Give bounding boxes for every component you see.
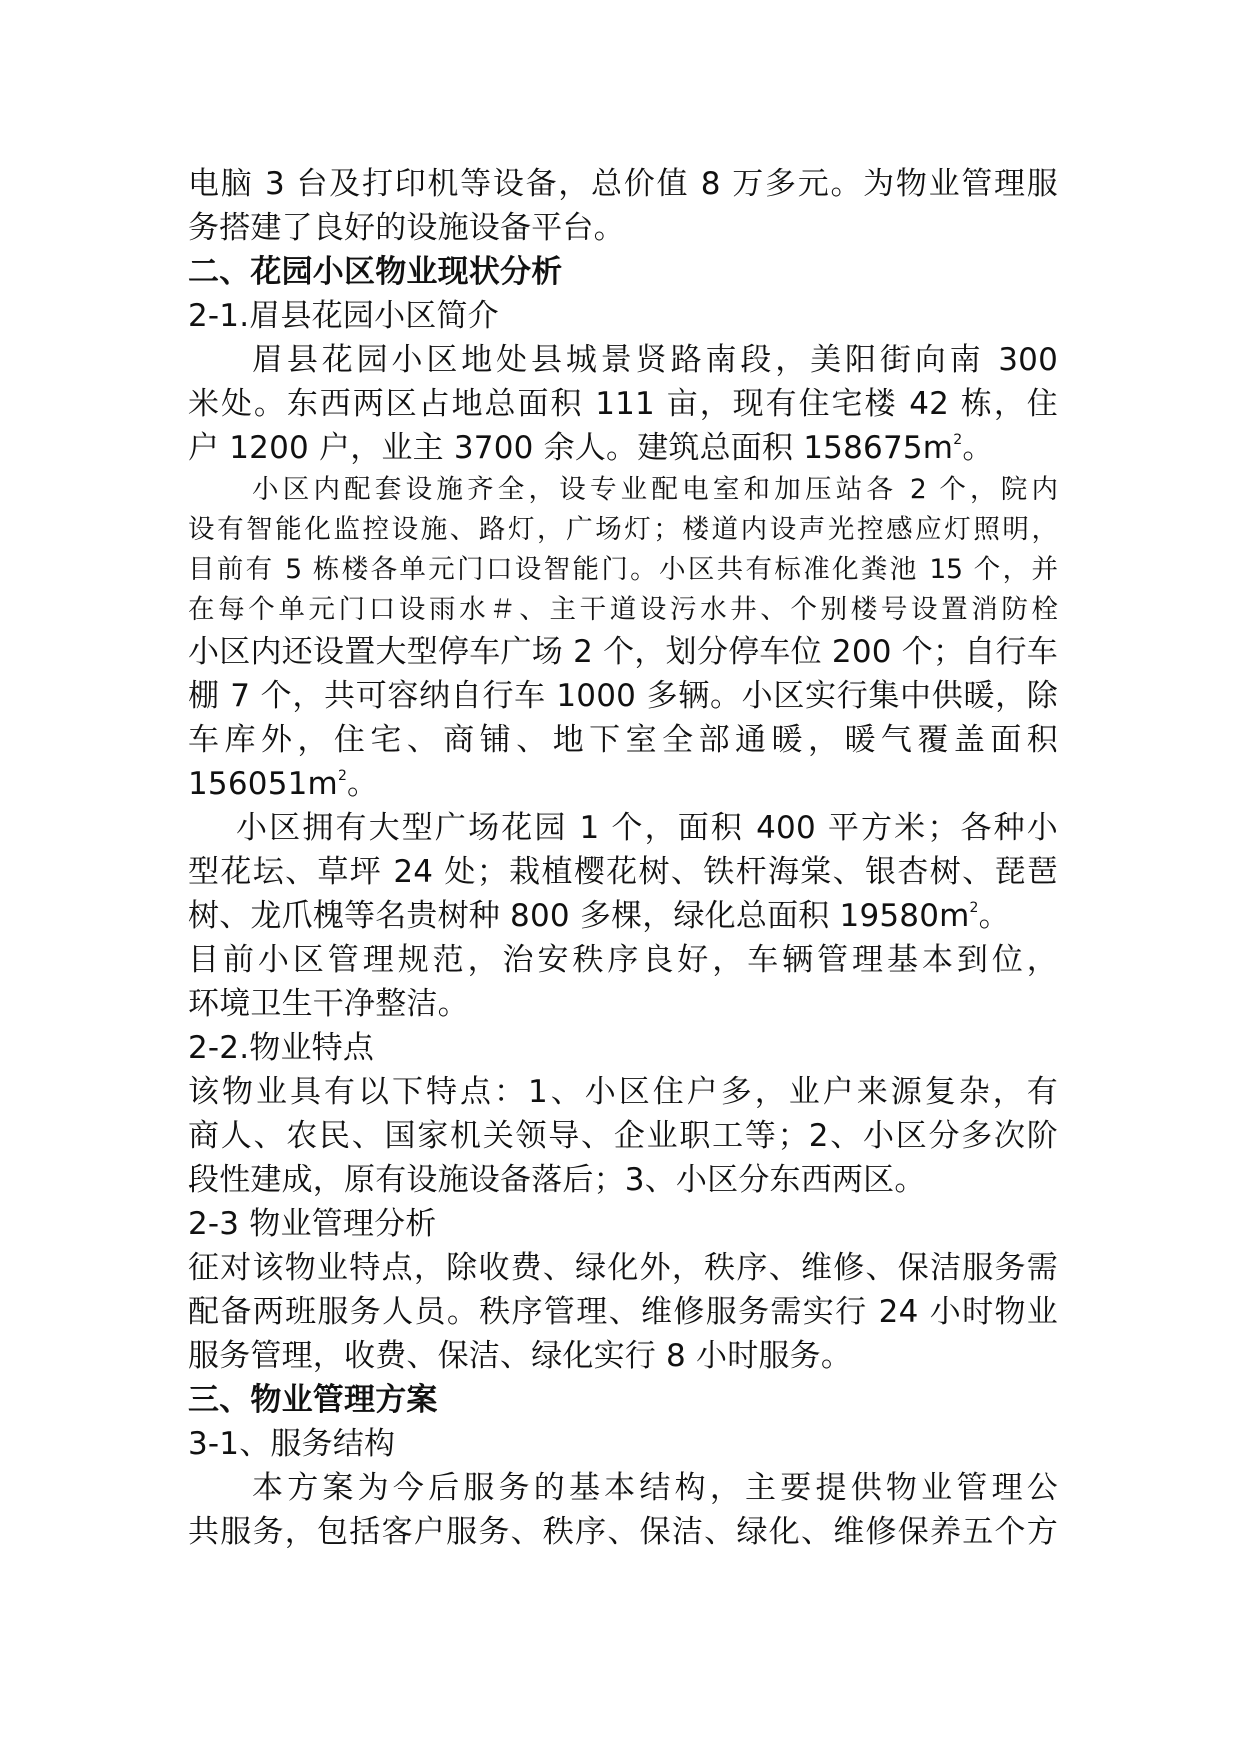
paragraph-line: 米处。东西两区占地总面积 111 亩，现有住宅楼 42 栋，住: [188, 386, 1058, 422]
paragraph-line: 本方案为今后服务的基本结构，主要提供物业管理公: [252, 1470, 1058, 1506]
paragraph-line: 该物业具有以下特点：1、小区住户多，业户来源复杂，有: [188, 1074, 1058, 1110]
superscript: 2: [953, 432, 963, 448]
paragraph-line: 小区内配套设施齐全，设专业配电室和加压站各 2 个，院内: [252, 474, 1058, 505]
superscript: 2: [969, 900, 979, 916]
paragraph-line: 电脑 3 台及打印机等设备，总价值 8 万多元。为物业管理服: [188, 166, 1058, 202]
subsection-title: 3-1、服务结构: [188, 1426, 396, 1462]
section-heading: 二、花园小区物业现状分析: [188, 254, 563, 290]
paragraph-line: 户 1200 户，业主 3700 余人。建筑总面积 $158675m^2$。: [188, 430, 994, 466]
paragraph-line: 务搭建了良好的设施设备平台。: [188, 210, 625, 246]
paragraph-line: 车库外，住宅、商铺、地下室全部通暖，暖气覆盖面积: [188, 722, 1058, 758]
paragraph-line: 小区拥有大型广场花园 1 个，面积 400 平方米；各种小: [236, 810, 1058, 846]
paragraph-line: 型花坛、草坪 24 处；栽植樱花树、铁杆海棠、银杏树、琵琶: [188, 854, 1058, 890]
paragraph-line: 目前有 5 栋楼各单元门口设智能门。小区共有标准化粪池 15 个，并: [188, 554, 1058, 585]
paragraph-line: 设有智能化监控设施、路灯，广场灯；楼道内设声光控感应灯照明，: [188, 514, 1058, 545]
paragraph-line: 服务管理，收费、保洁、绿化实行 8 小时服务。: [188, 1338, 853, 1374]
paragraph-line: 段性建成，原有设施设备落后；3、小区分东西两区。: [188, 1162, 926, 1198]
paragraph-line: 目前小区管理规范，治安秩序良好，车辆管理基本到位，: [188, 942, 1058, 978]
subsection-title: 2-2.物业特点: [188, 1030, 375, 1066]
paragraph-line: 配备两班服务人员。秩序管理、维修服务需实行 24 小时物业: [188, 1294, 1058, 1330]
paragraph-line: 棚 7 个，共可容纳自行车 1000 多辆。小区实行集中供暖，除: [188, 678, 1058, 714]
subsection-title: 2-3 物业管理分析: [188, 1206, 437, 1242]
paragraph-line: 眉县花园小区地处县城景贤路南段，美阳街向南 300: [252, 342, 1058, 378]
document-page: [188, 162, 1058, 1554]
superscript: 2: [337, 768, 348, 784]
subsection-title: 2-1.眉县花园小区简介: [188, 298, 499, 334]
paragraph-line: $156051m^2$。: [188, 766, 379, 802]
section-heading: 三、物业管理方案: [188, 1382, 438, 1418]
paragraph-line: 环境卫生干净整洁。: [188, 986, 469, 1022]
paragraph-line: 商人、农民、国家机关领导、企业职工等；2、小区分多次阶: [188, 1118, 1058, 1154]
paragraph-line: 征对该物业特点，除收费、绿化外，秩序、维修、保洁服务需: [188, 1250, 1058, 1286]
paragraph-line: 在每个单元门口设雨水＃、主干道设污水井、个别楼号设置消防栓: [188, 594, 1058, 625]
paragraph-line: 树、龙爪槐等名贵树种 800 多棵，绿化总面积 $19580m^2$。: [188, 898, 1010, 934]
paragraph-line: 共服务，包括客户服务、秩序、保洁、绿化、维修保养五个方: [188, 1514, 1058, 1550]
paragraph-line: 小区内还设置大型停车广场 2 个，划分停车位 200 个；自行车: [188, 634, 1058, 670]
